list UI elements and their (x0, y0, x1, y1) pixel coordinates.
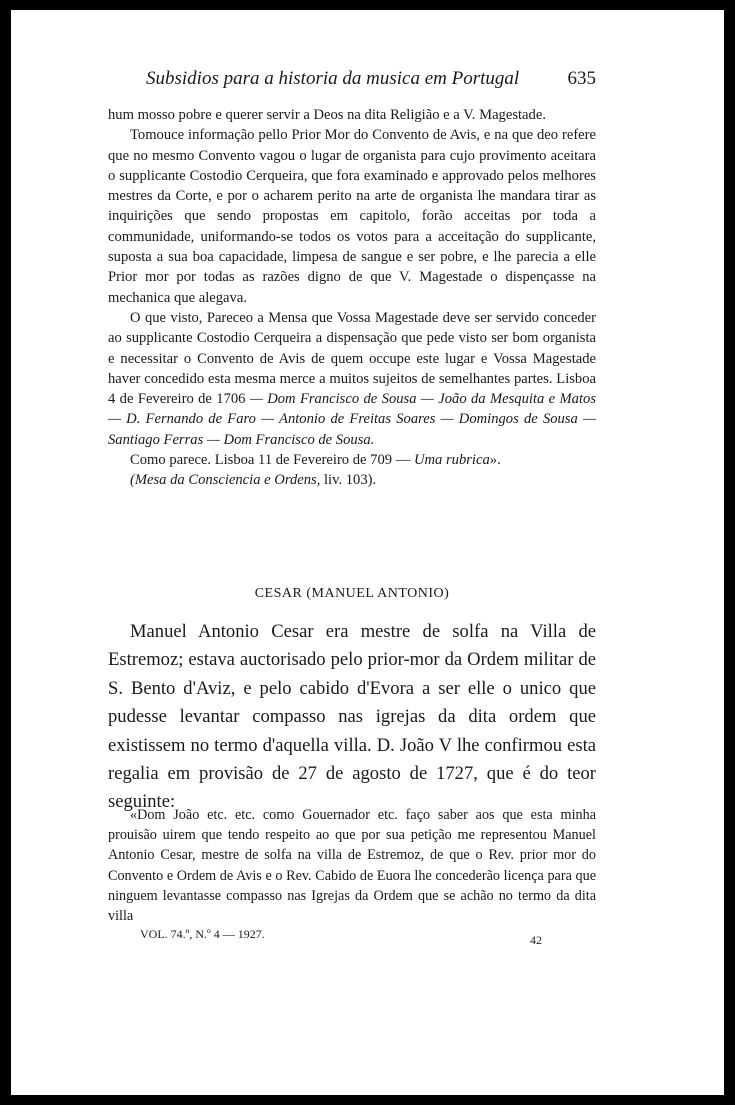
running-header (146, 67, 596, 91)
source-citation (108, 470, 596, 490)
running-title: Subsidios para a historia da musica em Portugal (146, 68, 520, 89)
page-number: 635 (567, 68, 596, 89)
source-title: (Mesa da Consciencia e Ordens, (130, 472, 321, 489)
paragraph-3 (108, 308, 596, 450)
signatories: — Dom Francisco de Sousa — João da Mesquita e Matos — D. Fernando de Faro — Antonio de Freitas Soares — Domingos de Sousa — Santiago Ferras — Dom Francisco de Sousa. (108, 391, 597, 448)
document-page (11, 10, 724, 1095)
volume-footer: VOL. 74.º, N.º 4 — 1927. (140, 927, 265, 941)
petition-text-block (108, 105, 596, 491)
paragraph-4 (108, 450, 596, 470)
paragraph-4-end: ». (489, 452, 501, 469)
section-body: Manuel Antonio Cesar era mestre de solfa na Villa de Estremoz; estava auctorisado pelo prior-mor da Ordem militar de S. Bento d'Aviz, e pelo cabido d'Evora a ser elle o unico que pudesse levantar compasso nas igrejas da dita ordem que existissem no termo d'aquella villa. D. João V lhe confirmou esta regalia em provisão de 27 de agosto de 1727, que é do teor seguinte: (108, 621, 596, 813)
quoted-provision: «Dom João etc. etc. como Gouernador etc. faço saber aos que esta minha prouisão uirem que tendo respeito ao que por sua petição me representou Manuel Antonio Cesar, mestre de solfa na villa de Estremoz, de que o Rev. prior mor do Convento e Ordem de Avis e o Rev. Cabido de Euora lhe concederão licença para que ninguem levantasse compasso nas Igrejas da Ordem que se achão no termo da dita villa (108, 807, 596, 925)
section-heading: CESAR (MANUEL ANTONIO) (254, 586, 450, 601)
paragraph-3-main: O que visto, Pareceo a Mensa que Vossa Magestade deve ser servido conceder ao supplicante Costodio Cerqueira a dispensação que pede visto ser bom organista e necessitar o Convento de Avis de quem occupe este lugar e Vossa Magestade haver concedido esta mesma merce a muitos sujeitos de semelhantes partes. Lisboa 4 de Fevereiro de 1706 (108, 309, 596, 408)
signature-mark: 42 (530, 933, 542, 947)
rubric: Uma rubrica (413, 452, 490, 469)
paragraph-1: hum mosso pobre e querer servir a Deos na dita Religião e a V. Magestade. (108, 107, 546, 123)
paragraph-2: Tomouce informação pello Prior Mor do Convento de Avis, e na que deo refere que no mesmo Convento vagou o lugar de organista para cujo provimento aceitara o supplicante Costodio Cerqueira, que fora examinado e approvado pelos melhores mestres da Corte, e por o acharem perito na arte de organista lhe mandara tirar as inquirições que sendo propostas em capitolo, forão acceitas por toda a communidade, uniformando-se todos os votos para a acceitação do supplicante, suposta a sua boa capacidade, limpesa de sangue e ser pobre, e lhe parecia a elle Prior mor por todas as razões digno de que V. Magestade o dispençasse na mechanica que alegava. (108, 127, 596, 306)
paragraph-4-main: Como parece. Lisboa 11 de Fevereiro de 709 — (130, 452, 414, 469)
source-ref: liv. 103). (320, 472, 377, 489)
